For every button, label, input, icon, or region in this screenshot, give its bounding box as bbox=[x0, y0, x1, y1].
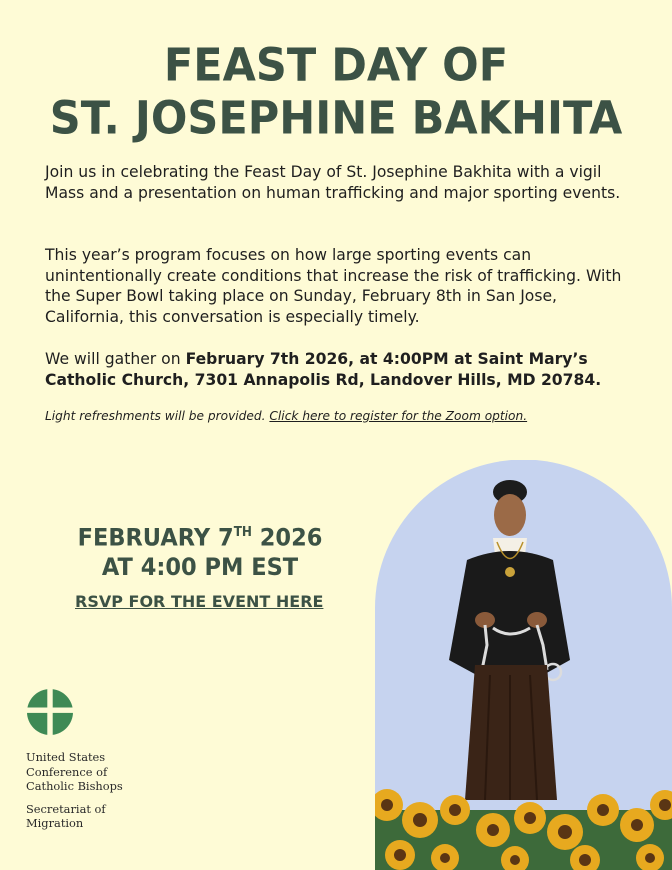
usccb-cross-logo-icon bbox=[26, 688, 74, 736]
page-title bbox=[0, 39, 672, 145]
event-day-suffix: TH bbox=[233, 524, 252, 540]
note-text: Light refreshments will be provided. bbox=[45, 409, 270, 423]
gather-prefix: We will gather on bbox=[45, 350, 186, 368]
org-secretariat bbox=[26, 802, 123, 831]
zoom-register-link[interactable]: Click here to register for the Zoom option. bbox=[269, 409, 528, 423]
event-time: AT 4:00 PM EST bbox=[101, 553, 299, 582]
event-month-day: FEBRUARY 7 bbox=[77, 524, 234, 553]
saint-bakhita-illustration bbox=[375, 460, 672, 870]
org-line-3: Catholic Bishops bbox=[26, 779, 123, 793]
program-paragraph: This year’s program focuses on how large sporting events can unintentionally create conditions that increase the risk of trafficking. With the Super Bowl taking place on Sunday, February 8th in San Jose, California, this conversation is especially timely. bbox=[45, 246, 622, 326]
gather-paragraph bbox=[45, 349, 635, 390]
org-line-1: United States bbox=[26, 750, 106, 764]
org-line-4: Secretariat of bbox=[26, 801, 106, 816]
organization-name bbox=[26, 750, 123, 831]
org-line-5: Migration bbox=[26, 816, 84, 830]
title-line-1: FEAST DAY OF bbox=[163, 39, 509, 92]
title-line-2: ST. JOSEPHINE BAKHITA bbox=[49, 92, 623, 145]
event-date bbox=[60, 518, 340, 554]
event-date-block bbox=[60, 518, 340, 583]
gather-details: February 7th 2026, at 4:00PM at Saint Mary’s Catholic Church, 7301 Annapolis Rd, Landover Hills, MD 20784. bbox=[45, 350, 602, 389]
org-line-2: Conference of bbox=[26, 764, 108, 779]
intro-paragraph: Join us in celebrating the Feast Day of St. Josephine Bakhita with a vigil Mass and a presentation on human trafficking and major sporting events. bbox=[45, 163, 621, 202]
refreshments-note bbox=[45, 409, 645, 423]
rsvp-link[interactable]: RSVP FOR THE EVENT HERE bbox=[75, 592, 324, 611]
event-year: 2026 bbox=[251, 524, 323, 553]
